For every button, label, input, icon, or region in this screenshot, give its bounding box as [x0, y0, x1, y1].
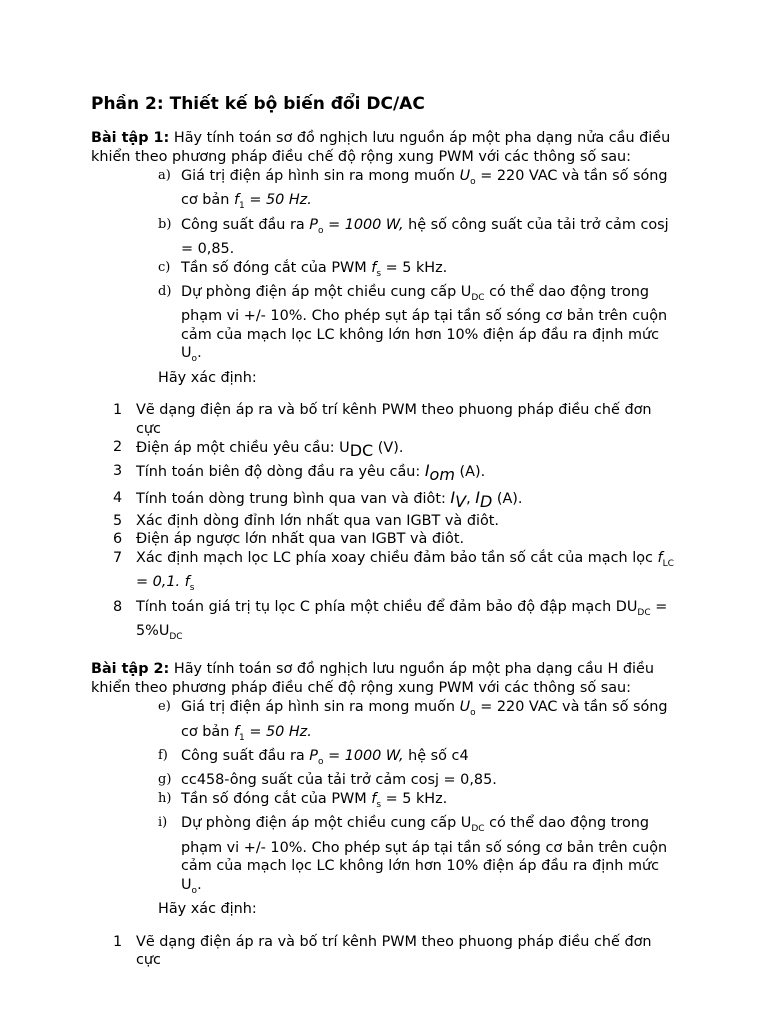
exercise-1-intro [91, 129, 681, 166]
task-number: 4 [113, 489, 123, 506]
task-item: 7 Xác định mạch lọc LC phía xoay chiều đảm bảo tần số cắt của mạch lọc $f_{LC} = 0,1$. $f_s$ [113, 549, 674, 593]
item-label: f) [158, 748, 168, 763]
exercise-2-tasks [91, 933, 681, 970]
task-item: 8 Tính toán giá trị tụ lọc C phía một chiều để đảm bảo độ đập mạch $DU_{DC} = 5\%U_{DC}$ [113, 598, 668, 642]
document-page [91, 93, 681, 970]
item-label: g) [158, 772, 172, 788]
parameter-item: e) Giá trị điện áp hình sin ra mong muốn $U_o = 220$ VAC và tần số sóng cơ bản $f_1 = 50$ Hz. [158, 699, 668, 743]
exercise-1-intro-text: Hãy tính toán sơ đồ nghịch lưu nguồn áp một pha dạng nửa cầu điều khiển theo phương pháp điều chế độ rộng xung PWM với các thông số sau: [91, 130, 671, 165]
task-item: 2 Điện áp một chiều yêu cầu: UDC (V). [113, 439, 404, 461]
determine-label: Hãy xác định: [158, 369, 257, 386]
parameter-item: i) Dự phòng điện áp một chiều cung cấp $U_{DC}$ có thể dao động trong phạm vi +/- 10%. Cho phép sụt áp tại tần số sóng cơ bản trên cuộn cảm của mạch lọc LC không lớn hơn 10% điện áp đầu ra định mức $U_o$. [158, 815, 668, 896]
item-label: c) [158, 259, 171, 275]
parameter-item: f) Công suất đầu ra $P_o = 1000$ W, hệ số c4 [158, 748, 469, 767]
exercise-1-heading: Bài tập 1: [91, 130, 170, 146]
parameter-item: c) Tần số đóng cắt của PWM $f_s = 5$ kHz. [158, 259, 448, 279]
determine-label: Hãy xác định: [158, 901, 257, 917]
task-item: 1 Vẽ dạng điện áp ra và bố trí kênh PWM theo phuong pháp điều chế đơn cực [113, 933, 652, 968]
exercise-1-tasks [91, 401, 681, 646]
task-item: 3 Tính toán biên độ dòng đầu ra yêu cầu: Iom (A). [91, 458, 681, 485]
item-label: b) [158, 216, 172, 232]
task-number: 1 [113, 402, 123, 419]
task-item: 6 Điện áp ngược lớn nhất qua van IGBT và điôt. [113, 531, 465, 548]
exercise-2-intro [91, 660, 681, 697]
task-number: 2 [113, 439, 123, 456]
exercise-1-parameters [91, 167, 681, 369]
task-item: 1 Vẽ dạng điện áp ra và bố trí kênh PWM theo phuong pháp điều chế đơn cực [113, 402, 652, 437]
task-number: 3 [113, 462, 123, 479]
exercise-2-intro-text: Hãy tính toán sơ đồ nghịch lưu nguồn áp một pha dạng cầu H điều khiển theo phương pháp điều chế độ rộng xung PWM với các thông số sau: [91, 661, 655, 696]
item-label: e) [158, 699, 171, 715]
task-item: 4 Tính toán dòng trung bình qua van và điôt: IV, ID (A). [91, 485, 681, 512]
parameter-item: h) Tần số đóng cắt của PWM $f_s = 5$ kHz. [158, 790, 448, 810]
item-label: i) [158, 815, 168, 831]
parameter-item: b) Công suất đầu ra $P_o = 1000$ W, hệ số công suất của tải trở cảm cosj = 0,85. [158, 216, 669, 258]
task-number: 6 [113, 531, 123, 548]
parameter-item: d) Dự phòng điện áp một chiều cung cấp $U_{DC}$ có thể dao động trong phạm vi +/- 10%. Cho phép sụt áp tại tần số sóng cơ bản trên cuộn cảm của mạch lọc LC không lớn hơn 10% điện áp đầu ra định mức $U_o$. [158, 284, 668, 365]
item-label: h) [158, 790, 172, 806]
item-label: d) [158, 284, 172, 299]
exercise-2-parameters [91, 698, 681, 900]
item-label: a) [158, 168, 171, 183]
task-number: 1 [113, 933, 123, 950]
parameter-item: a) Giá trị điện áp hình sin ra mong muốn $U_o = 220$ VAC và tần số sóng cơ bản $f_1 = 50$ Hz. [158, 168, 668, 212]
exercise-2-heading: Bài tập 2: [91, 661, 170, 678]
task-number: 5 [113, 512, 123, 529]
parameter-item: g) cc458-ông suất của tải trở cảm cosj = 0,85. [158, 772, 497, 789]
task-item: 5 Xác định dòng đỉnh lớn nhất qua van IGBT và điôt. [113, 512, 499, 529]
task-number: 7 [113, 549, 123, 566]
page-title: Phần 2: Thiết kế bộ biến đổi DC/AC [91, 94, 425, 114]
task-number: 8 [113, 598, 123, 615]
